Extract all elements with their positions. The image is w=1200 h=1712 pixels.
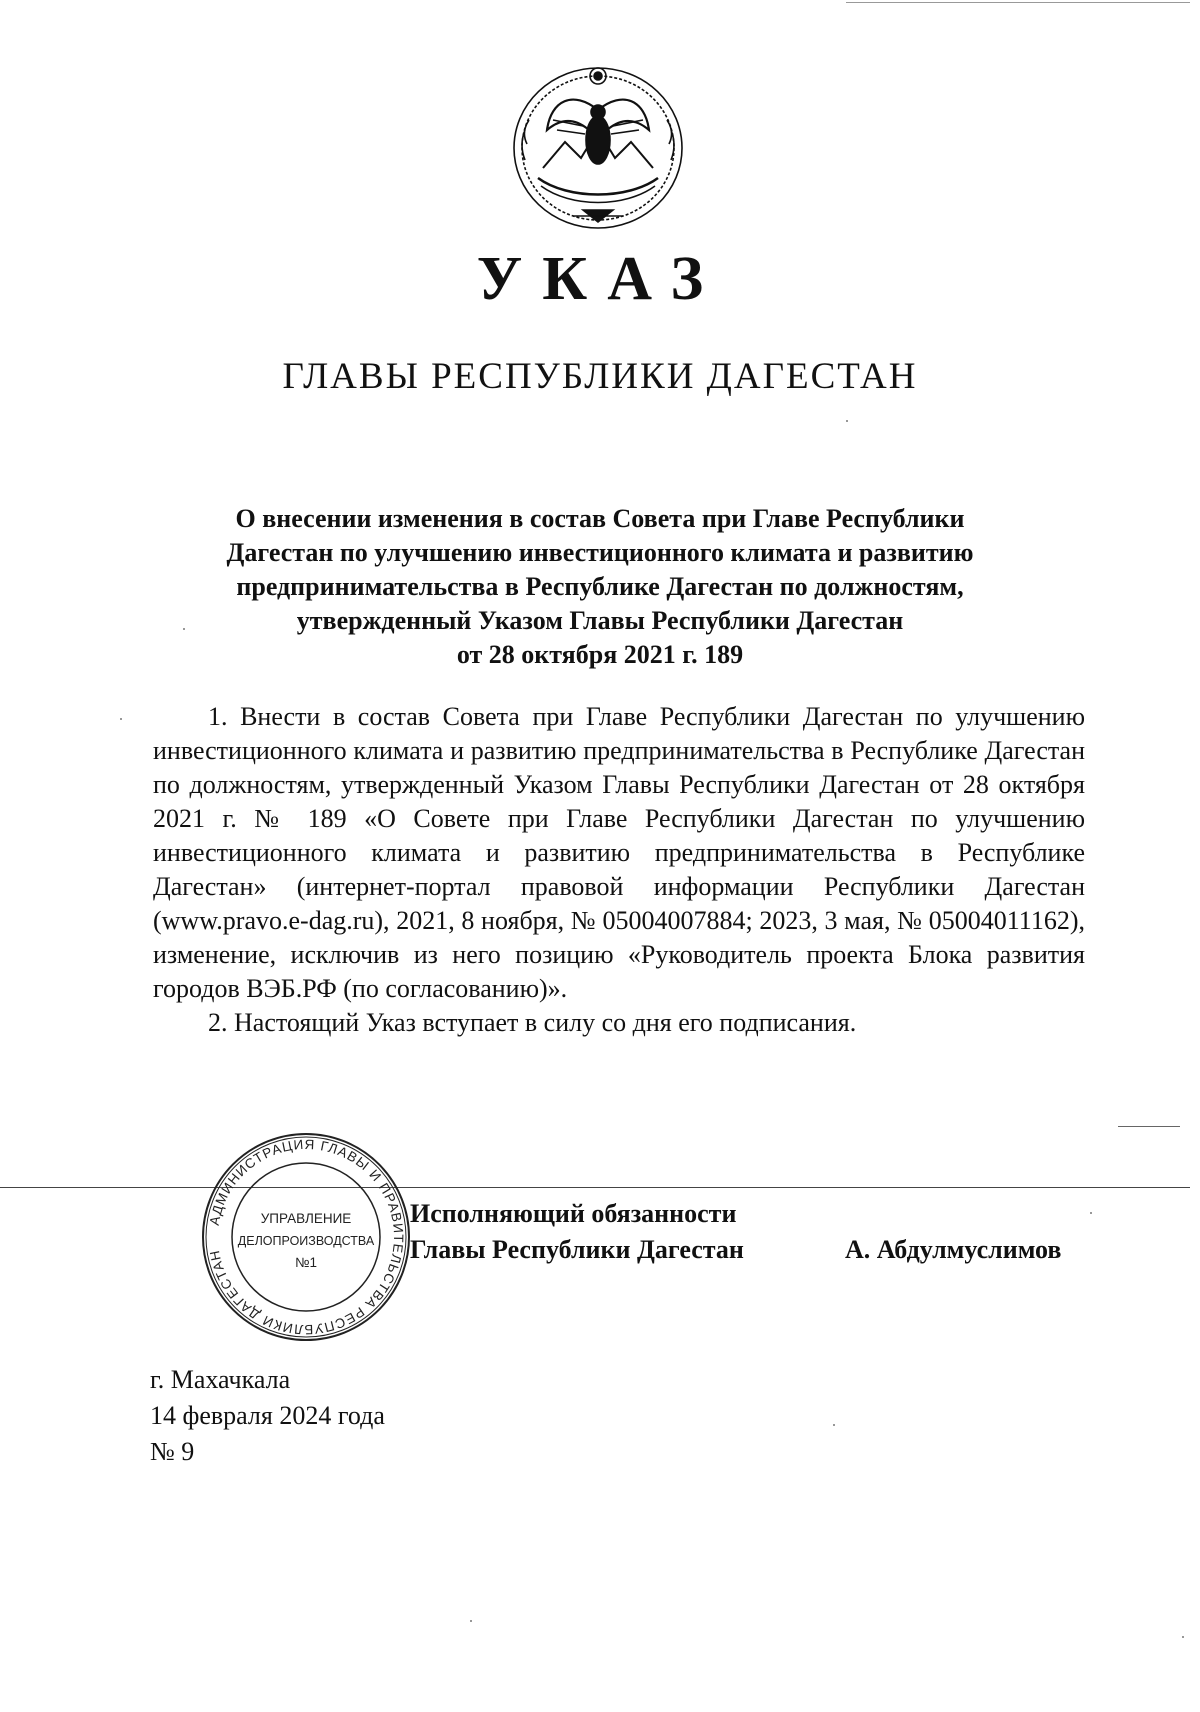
scan-speck	[120, 718, 122, 720]
official-stamp	[200, 1131, 412, 1343]
scan-speck	[833, 1424, 835, 1426]
signer-position	[410, 1196, 744, 1268]
scan-speck	[846, 420, 848, 422]
stamp-inner-line: №1	[295, 1255, 317, 1270]
signer-name: А. Абдулмуслимов	[845, 1235, 1062, 1264]
document-subtitle: ГЛАВЫ РЕСПУБЛИКИ ДАГЕСТАН	[282, 356, 918, 397]
stamp-outer-text: АДМИНИСТРАЦИЯ ГЛАВЫ И ПРАВИТЕЛЬСТВА РЕСПУБЛИКИ ДАГЕСТАН	[206, 1136, 407, 1338]
document-footer	[150, 1362, 385, 1470]
stamp-inner-line: ДЕЛОПРОИЗВОДСТВА	[237, 1234, 375, 1248]
signer-position-line: Главы Республики Дагестан	[410, 1235, 744, 1264]
heading-line: утвержденный Указом Главы Республики Дагестан	[296, 606, 904, 635]
stamp-inner-line: УПРАВЛЕНИЕ	[260, 1211, 352, 1226]
document-title: УКАЗ	[476, 245, 724, 313]
document-body	[153, 700, 1085, 1040]
separator-line	[846, 2, 1190, 3]
heading-line: от 28 октября 2021 г. 189	[456, 640, 744, 669]
document-heading	[150, 502, 1050, 672]
footer-number: № 9	[150, 1437, 195, 1466]
signer-position-line: Исполняющий обязанности	[410, 1199, 737, 1228]
scan-speck	[1182, 1636, 1184, 1638]
heading-line: предпринимательства в Республике Дагестан по должностям,	[236, 572, 964, 601]
coat-of-arms-icon	[503, 60, 693, 235]
scan-speck	[470, 1620, 472, 1622]
paragraph-2: 2. Настоящий Указ вступает в силу со дня его подписания.	[208, 1008, 857, 1037]
scan-speck	[183, 628, 185, 630]
separator-line	[0, 1187, 1190, 1188]
paragraph-1: 1. Внести в состав Совета при Главе Республики Дагестан по улучшению инвестиционного климата и развитию предпринимательства в Республике Дагестан по должностям, утвержденный Указом Главы Республики Дагестан от 28 октября 2021 г. № 189 «О Совете при Главе Республики Дагестан по улучшению инвестиционного климата и развитию предпринимательства в Республике Дагестан» (интернет-портал правовой информации Республики Дагестан (www.pravo.e-dag.ru), 2021, 8 ноября, № 05004007884; 2023, 3 мая, № 05004011162), изменение, исключив из него позицию «Руководитель проекта Блока развития городов ВЭБ.РФ (по согласованию)».	[153, 702, 1085, 1003]
footer-city: г. Махачкала	[150, 1365, 291, 1394]
heading-line: О внесении изменения в состав Совета при Главе Республики	[235, 504, 965, 533]
separator-line	[1118, 1126, 1180, 1127]
footer-date: 14 февраля 2024 года	[150, 1401, 385, 1430]
heading-line: Дагестан по улучшению инвестиционного климата и развитию	[226, 538, 974, 567]
scan-speck	[1090, 1212, 1092, 1214]
